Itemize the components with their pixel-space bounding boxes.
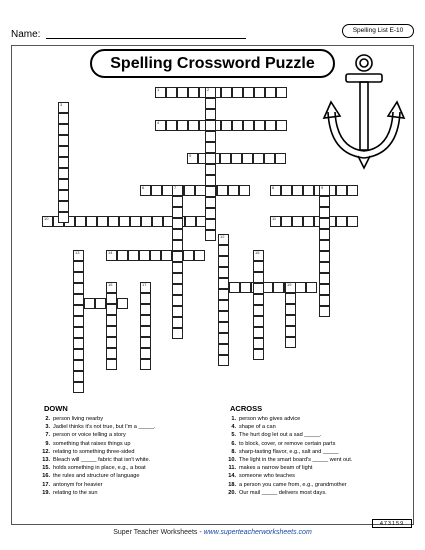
crossword-cell[interactable] (58, 157, 69, 168)
crossword-cell[interactable] (253, 305, 264, 316)
clue-item (36, 449, 134, 455)
crossword-cell[interactable] (140, 293, 151, 304)
crossword-cell[interactable] (140, 359, 151, 370)
crossword-cell[interactable] (73, 327, 84, 338)
page-title: Spelling Crossword Puzzle (90, 49, 335, 78)
crossword-cell[interactable] (58, 212, 69, 223)
clue-number: 1 (157, 87, 160, 92)
crossword-cell[interactable] (119, 216, 130, 227)
crossword-cell[interactable] (205, 219, 216, 230)
crossword-cell[interactable] (253, 327, 264, 338)
crossword-cell[interactable] (276, 87, 287, 98)
crossword-cell[interactable] (221, 120, 232, 131)
crossword-cell[interactable] (218, 322, 229, 333)
crossword-cell[interactable] (128, 250, 139, 261)
crossword-cell[interactable] (253, 261, 264, 272)
crossword-cell[interactable] (240, 282, 251, 293)
crossword-cell[interactable] (336, 185, 347, 196)
crossword-cell[interactable] (254, 87, 265, 98)
clue-item-text: The light in the smart board's _____ went out. (239, 457, 353, 463)
crossword-cell[interactable] (184, 185, 195, 196)
crossword-cell[interactable] (58, 179, 69, 190)
crossword-cell[interactable] (172, 240, 183, 251)
crossword-cell[interactable] (187, 153, 198, 164)
crossword-cell[interactable] (73, 250, 84, 261)
crossword-cell[interactable] (188, 87, 199, 98)
name-label: Name: (11, 29, 41, 40)
clue-number: 14 (108, 250, 113, 255)
clue-item (222, 416, 300, 422)
clue-number: 9 (321, 185, 324, 190)
clue-number: 6 (142, 185, 145, 190)
crossword-cell[interactable] (285, 315, 296, 326)
crossword-cell[interactable] (106, 304, 117, 315)
crossword-cell[interactable] (303, 185, 314, 196)
clue-item (222, 449, 339, 455)
clue-number: 4 (157, 120, 160, 125)
crossword-cell[interactable] (218, 267, 229, 278)
clue-item-number: 17. (42, 481, 50, 488)
crossword-cell[interactable] (303, 216, 314, 227)
crossword-cell[interactable] (253, 294, 264, 305)
crossword-cell[interactable] (254, 120, 265, 131)
clue-item (36, 465, 146, 471)
crossword-cell[interactable] (73, 349, 84, 360)
crossword-cell[interactable] (151, 185, 162, 196)
crossword-cell[interactable] (73, 294, 84, 305)
worksheet-code: 473159 (372, 519, 412, 528)
clue-number: 19 (287, 282, 292, 287)
crossword-cell[interactable] (217, 185, 228, 196)
crossword-cell[interactable] (58, 124, 69, 135)
crossword-cell[interactable] (319, 185, 330, 196)
clue-item-number: 10. (228, 457, 236, 463)
clue-number: 17 (142, 282, 147, 287)
crossword-cell[interactable] (84, 298, 95, 309)
clue-item-text: person living nearby (53, 416, 104, 422)
clue-item-number: 13. (42, 457, 50, 463)
clue-item-number: 3. (45, 424, 50, 431)
crossword-cell[interactable] (130, 216, 141, 227)
crossword-cell[interactable] (205, 142, 216, 153)
crossword-cell[interactable] (253, 349, 264, 360)
crossword-cell[interactable] (172, 306, 183, 317)
crossword-cell[interactable] (218, 344, 229, 355)
crossword-cell[interactable] (319, 218, 330, 229)
clue-item (36, 490, 97, 496)
crossword-cell[interactable] (140, 185, 151, 196)
crossword-cell[interactable] (205, 197, 216, 208)
crossword-cell[interactable] (106, 282, 117, 293)
clue-item (222, 457, 352, 463)
crossword-cell[interactable] (319, 262, 330, 273)
crossword-cell[interactable] (285, 282, 296, 293)
crossword-cell[interactable] (73, 272, 84, 283)
crossword-cell[interactable] (205, 164, 216, 175)
spelling-list-badge: Spelling List E-10 (342, 24, 414, 38)
crossword-cell[interactable] (106, 348, 117, 359)
crossword-cell[interactable] (106, 315, 117, 326)
clue-item-number: 8. (231, 448, 236, 455)
crossword-cell[interactable] (295, 282, 306, 293)
crossword-cell[interactable] (265, 87, 276, 98)
clue-item (36, 432, 126, 438)
crossword-cell[interactable] (172, 262, 183, 273)
crossword-cell[interactable] (73, 382, 84, 393)
crossword-cell[interactable] (140, 326, 151, 337)
crossword-cell[interactable] (58, 113, 69, 124)
clue-item (36, 473, 139, 479)
clue-item-number: 19. (42, 489, 50, 496)
clue-item-number: 11. (228, 465, 236, 472)
clue-number: 10 (44, 216, 49, 221)
clue-item-text: Our mail _____ delivers most days. (239, 489, 327, 496)
clue-item (222, 424, 276, 430)
clue-item-number: 18. (228, 481, 236, 488)
clue-item-text: relating to something three-sided (53, 448, 135, 455)
clue-item (222, 482, 347, 488)
crossword-cell[interactable] (336, 216, 347, 227)
crossword-cell[interactable] (218, 256, 229, 267)
down-heading: DOWN (44, 404, 68, 413)
crossword-cell[interactable] (218, 245, 229, 256)
clue-number: 13 (75, 250, 80, 255)
crossword-cell[interactable] (172, 251, 183, 262)
clue-item-number: 1. (231, 416, 236, 422)
across-heading: ACROSS (230, 404, 263, 413)
crossword-cell[interactable] (205, 87, 216, 98)
clue-item-text: a person you came from, e.g., grandmother (239, 481, 347, 488)
crossword-cell[interactable] (172, 229, 183, 240)
crossword-cell[interactable] (228, 185, 239, 196)
crossword-cell[interactable] (155, 120, 166, 131)
crossword-cell[interactable] (205, 153, 216, 164)
clue-item-text: Jadiel thinks it's not true, but I'm a _____. (53, 424, 156, 431)
crossword-cell[interactable] (140, 282, 151, 293)
clue-item-text: to block, cover, or remove certain parts (239, 440, 336, 447)
crossword-cell[interactable] (106, 359, 117, 370)
crossword-cell[interactable] (106, 326, 117, 337)
crossword-cell[interactable] (172, 273, 183, 284)
crossword-cell[interactable] (108, 216, 119, 227)
crossword-cell[interactable] (58, 135, 69, 146)
clue-item-text: something that raises things up (53, 440, 131, 447)
crossword-cell[interactable] (218, 300, 229, 311)
crossword-cell[interactable] (319, 273, 330, 284)
crossword-cell[interactable] (97, 216, 108, 227)
crossword-cell[interactable] (166, 87, 177, 98)
clue-item-text: person who gives advice (239, 416, 301, 422)
clue-number: 15 (255, 250, 260, 255)
crossword-cell[interactable] (205, 208, 216, 219)
clue-number: 8 (272, 185, 275, 190)
crossword-cell[interactable] (218, 333, 229, 344)
clue-item (36, 424, 156, 430)
footer-brand: Super Teacher Worksheets - (113, 529, 204, 536)
crossword-cell[interactable] (253, 250, 264, 261)
clue-number: 5 (189, 153, 192, 158)
clue-item-text: someone who teaches (239, 473, 295, 480)
crossword-cell[interactable] (194, 250, 205, 261)
footer (0, 529, 425, 536)
clue-item-text: person or voice telling a story (53, 432, 126, 439)
crossword-cell[interactable] (218, 234, 229, 245)
crossword-cell[interactable] (73, 371, 84, 382)
crossword-cell[interactable] (172, 284, 183, 295)
crossword-cell[interactable] (117, 250, 128, 261)
clue-item-number: 6. (231, 440, 236, 447)
crossword-cell[interactable] (172, 207, 183, 218)
crossword-cell[interactable] (275, 153, 286, 164)
crossword-cell[interactable] (177, 87, 188, 98)
crossword-cell[interactable] (218, 311, 229, 322)
crossword-cell[interactable] (232, 120, 243, 131)
clue-item-text: The hurt dog let out a sad _____. (239, 432, 322, 439)
crossword-cell[interactable] (106, 293, 117, 304)
clue-item-text: the rules and structure of language (53, 473, 140, 480)
crossword-cell[interactable] (319, 196, 330, 207)
crossword-cell[interactable] (253, 316, 264, 327)
crossword-cell[interactable] (161, 250, 172, 261)
crossword-cell[interactable] (106, 250, 117, 261)
clue-number: 7 (174, 185, 177, 190)
clue-number: 2 (207, 87, 210, 92)
crossword-cell[interactable] (264, 153, 275, 164)
crossword-cell[interactable] (319, 251, 330, 262)
crossword-cell[interactable] (172, 317, 183, 328)
crossword-cell[interactable] (58, 168, 69, 179)
crossword-cell[interactable] (220, 153, 231, 164)
crossword-cell[interactable] (292, 185, 303, 196)
crossword-cell[interactable] (239, 185, 250, 196)
clue-item-number: 12. (42, 448, 50, 455)
footer-url[interactable]: www.superteacherworksheets.com (203, 529, 312, 536)
clue-item-number: 2. (45, 416, 50, 422)
crossword-cell[interactable] (319, 229, 330, 240)
clue-item-number: 16. (42, 473, 50, 480)
crossword-cell[interactable] (347, 216, 358, 227)
crossword-cell[interactable] (172, 328, 183, 339)
crossword-cell[interactable] (218, 355, 229, 366)
crossword-cell[interactable] (95, 298, 106, 309)
crossword-cell[interactable] (73, 338, 84, 349)
crossword-cell[interactable] (205, 120, 216, 131)
clue-number: 11 (272, 216, 277, 221)
crossword-cell[interactable] (58, 201, 69, 212)
crossword-cell[interactable] (265, 120, 276, 131)
crossword-cell[interactable] (270, 185, 281, 196)
crossword-cell[interactable] (253, 283, 264, 294)
crossword-cell[interactable] (292, 216, 303, 227)
crossword-cell[interactable] (205, 175, 216, 186)
crossword-cell[interactable] (231, 153, 242, 164)
crossword-cell[interactable] (243, 87, 254, 98)
crossword-cell[interactable] (73, 316, 84, 327)
clue-number: 12 (220, 234, 225, 239)
crossword-cell[interactable] (141, 216, 152, 227)
crossword-cell[interactable] (73, 283, 84, 294)
crossword-cell[interactable] (218, 278, 229, 289)
crossword-cell[interactable] (73, 305, 84, 316)
crossword-cell[interactable] (319, 295, 330, 306)
crossword-cell[interactable] (188, 120, 199, 131)
crossword-cell[interactable] (205, 230, 216, 241)
crossword-cell[interactable] (73, 261, 84, 272)
crossword-cell[interactable] (253, 153, 264, 164)
crossword-cell[interactable] (319, 306, 330, 317)
crossword-cell[interactable] (106, 337, 117, 348)
crossword-cell[interactable] (285, 326, 296, 337)
crossword-cell[interactable] (139, 250, 150, 261)
clue-item (222, 473, 295, 479)
crossword-cell[interactable] (253, 272, 264, 283)
crossword-cell[interactable] (218, 289, 229, 300)
crossword-cell[interactable] (166, 120, 177, 131)
crossword-cell[interactable] (172, 218, 183, 229)
crossword-cell[interactable] (172, 196, 183, 207)
crossword-cell[interactable] (253, 338, 264, 349)
crossword-cell[interactable] (205, 98, 216, 109)
crossword-cell[interactable] (42, 216, 53, 227)
crossword-cell[interactable] (205, 109, 216, 120)
clue-item-text: sharp-tasting flavor, e.g., salt and _____ (239, 448, 339, 455)
clue-item (36, 441, 130, 447)
crossword-cell[interactable] (242, 153, 253, 164)
crossword-cell[interactable] (152, 216, 163, 227)
crossword-cell[interactable] (155, 87, 166, 98)
clue-item-number: 15. (42, 465, 50, 472)
crossword-cell[interactable] (319, 207, 330, 218)
crossword-cell[interactable] (221, 87, 232, 98)
crossword-cell[interactable] (205, 131, 216, 142)
crossword-cell[interactable] (285, 293, 296, 304)
clue-number: 3 (60, 102, 63, 107)
crossword-cell[interactable] (205, 186, 216, 197)
clue-item-text: makes a narrow beam of light (239, 465, 313, 472)
crossword-cell[interactable] (140, 315, 151, 326)
crossword-cell[interactable] (75, 216, 86, 227)
crossword-cell[interactable] (117, 298, 128, 309)
crossword-cell[interactable] (281, 216, 292, 227)
clue-item (36, 457, 150, 463)
crossword-cell[interactable] (281, 185, 292, 196)
clue-item-number: 9. (45, 440, 50, 447)
crossword-cell[interactable] (150, 250, 161, 261)
clue-item-number: 14. (228, 473, 236, 480)
clue-item-number: 5. (231, 432, 236, 439)
crossword-cell[interactable] (319, 284, 330, 295)
crossword-cell[interactable] (73, 360, 84, 371)
crossword-cell[interactable] (140, 337, 151, 348)
crossword-cell[interactable] (229, 282, 240, 293)
crossword-cell[interactable] (58, 190, 69, 201)
clue-item (36, 416, 103, 422)
crossword-cell[interactable] (172, 185, 183, 196)
crossword-cell[interactable] (347, 185, 358, 196)
crossword-cell[interactable] (58, 146, 69, 157)
clue-item (222, 432, 321, 438)
clue-item-text: antonym for heavier (53, 481, 103, 488)
clue-item-text: shape of a can (239, 424, 276, 431)
clue-item (222, 465, 312, 471)
crossword-cell[interactable] (183, 250, 194, 261)
clue-number: 16 (108, 282, 113, 287)
clue-item (36, 482, 102, 488)
crossword-cell[interactable] (276, 120, 287, 131)
clue-item (222, 490, 327, 496)
crossword-cell[interactable] (273, 282, 284, 293)
crossword-cell[interactable] (319, 240, 330, 251)
crossword-cell[interactable] (172, 295, 183, 306)
clue-item-text: Bleach will _____ fabric that isn't white. (53, 457, 151, 463)
crossword-cell[interactable] (140, 348, 151, 359)
clue-item-number: 20. (228, 489, 236, 496)
crossword-cell[interactable] (185, 216, 196, 227)
clue-item-number: 7. (45, 432, 50, 439)
crossword-cell[interactable] (243, 120, 254, 131)
crossword-cell[interactable] (285, 304, 296, 315)
crossword-cell[interactable] (285, 337, 296, 348)
clue-item-text: holds something in place, e.g., a boat (53, 465, 146, 472)
crossword-cell[interactable] (270, 216, 281, 227)
crossword-cell[interactable] (232, 87, 243, 98)
crossword-cell[interactable] (177, 120, 188, 131)
crossword-cell[interactable] (306, 282, 317, 293)
crossword-cell[interactable] (58, 102, 69, 113)
clue-item-text: relating to the sun (53, 489, 98, 496)
crossword-cell[interactable] (86, 216, 97, 227)
crossword-cell[interactable] (140, 304, 151, 315)
clue-item-number: 4. (231, 424, 236, 431)
clue-item (222, 441, 335, 447)
